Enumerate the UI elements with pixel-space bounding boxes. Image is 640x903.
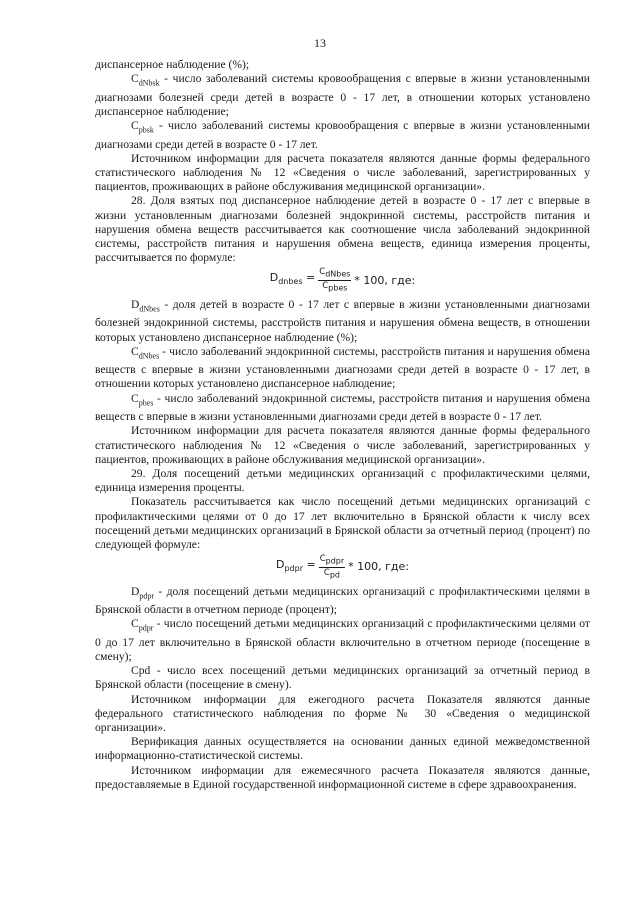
definition-text: - число заболеваний системы кровообращения с впервые в жизни установленными диагнозами болезней среди детей в возрасте 0 - 17 лет, в отношении которых установлено диспансерное наблюдение; [95, 72, 590, 118]
paragraph: Показатель рассчитывается как число посещений детьми медицинских организаций с профилактическими целями от 0 до 17 лет включительно в Брянской области к числу всех посещений детьми медицинских организаций в Брянской области за отчетный период (процент) по следующей формуле: [95, 495, 590, 552]
paragraph-source: Источником информации для ежегодного расчета Показателя являются данные федерального статистического наблюдения по форме № 30 «Сведения о медицинской организации». [95, 692, 590, 735]
symbol-subscript: pbes [138, 398, 154, 407]
definition-cpdpr [95, 617, 590, 664]
symbol-subscript: pdpr [139, 590, 155, 600]
definition-text: - число заболеваний системы кровообращения с впервые в жизни установленными диагнозами среди детей в возрасте 0 - 17 лет. [95, 119, 590, 151]
symbol-subscript: dNbes [139, 304, 160, 314]
formula-lhs-subscript: dnbes [278, 277, 303, 287]
document-body [95, 58, 590, 792]
definition-dpdpr [95, 585, 590, 618]
formula-numerator-subscript: pdpr [325, 556, 345, 566]
formula-fraction [318, 267, 351, 293]
formula-denominator: C [323, 567, 330, 578]
symbol: С [131, 72, 139, 86]
definition-cdnbes [95, 345, 590, 392]
paragraph-source: Источником информации для расчета показателя являются данные формы федерального статистического наблюдения № 12 «Сведения о числе заболеваний, зарегистрированных у пациентов, проживающих в районе обслуживания медицинской организации». [95, 424, 590, 466]
formula-lhs: D [269, 271, 279, 285]
definition-cpbes [95, 392, 590, 425]
symbol-subscript: pdpr [138, 623, 154, 633]
formula-tail: * 100, где: [354, 273, 416, 287]
formula-denominator-subscript: pd [329, 570, 340, 580]
definition-text: - число заболеваний эндокринной системы, расстройств питания и нарушения обмена веществ с впервые в жизни установленными диагнозами среди детей в возрасте 0 - 17 лет, в отношении которых установлено диспансерное наблюдение; [95, 344, 590, 391]
symbol: С [131, 391, 139, 405]
definition-text: - доля посещений детьми медицинских организаций с профилактическими целями в Брянской области в отчетном периоде (процент); [95, 584, 590, 617]
symbol-subscript: pbsk [138, 125, 154, 135]
paragraph-source-monthly: Источником информации для ежемесячного расчета Показателя являются данные, предоставляемые в Единой государственной информационной системе в сфере здравоохранения. [95, 763, 590, 791]
formula-fraction [319, 554, 345, 580]
page-number: 13 [314, 36, 326, 50]
paragraph-item-28: 28. Доля взятых под диспансерное наблюдение детей в возрасте 0 - 17 лет с впервые в жизни установленным диагнозами болезней эндокринной системы, расстройств питания и нарушения обмена веществ рассчитывается как соотношение числа заболеваний эндокринной системы, расстройств питания и нарушения обмена веществ, единица измерения проценты, рассчитывается по формуле: [95, 194, 590, 265]
formula-dnbes: $D_{dnbes}$ = $\frac{C_{dNbes}}{C_{pbes}}$ * 100, где: [269, 267, 416, 293]
definition-text: - число посещений детьми медицинских организаций с профилактическими целями от 0 до 17 лет включительно в Брянской области включительно в отчетном периоде (посещение в смену); [95, 617, 590, 664]
formula-lhs-subscript: pdpr [284, 564, 303, 574]
symbol: D [131, 297, 140, 311]
paragraph-source: Источником информации для расчета показателя являются данные формы федерального статистического наблюдения № 12 «Сведения о числе заболеваний, зарегистрированных у пациентов, проживающих в районе обслуживания медицинской организации». [95, 151, 590, 194]
paragraph: диспансерное наблюдение (%); [95, 58, 250, 71]
formula-numerator: C [319, 554, 326, 565]
formula-dpdpr: $D_{pdpr}$ = $\frac{C_{pdpr}}{C_{pd}}$ * 100, где: [275, 554, 410, 580]
symbol: С [131, 344, 139, 358]
symbol: D [131, 584, 140, 598]
definition-text: - доля детей в возрасте 0 - 17 лет с впервые в жизни установленными диагнозами болезней эндокринной системы, расстройств питания и нарушения обмена веществ, в отношении которых установлено диспансерное наблюдение (%); [95, 297, 590, 344]
paragraph-verification: Верификация данных осуществляется на основании данных единой межведомственной информационно-статистической системы. [95, 735, 590, 763]
definition-ddnbes [95, 298, 590, 345]
formula-denominator-subscript: pbes [328, 283, 348, 293]
formula-numerator: C [319, 267, 326, 278]
symbol: С [131, 617, 139, 631]
definition-cdnbsk [95, 72, 590, 119]
paragraph-item-29: 29. Доля посещений детьми медицинских организаций с профилактическими целями, единица измерения проценты. [95, 467, 590, 495]
formula-numerator-subscript: dNbes [325, 270, 351, 280]
definition-text: - число заболеваний эндокринной системы, расстройств питания и нарушения обмена веществ с впервые в жизни установленными диагнозами среди детей в возрасте 0 - 17 лет. [95, 391, 590, 424]
definition-cpbsk [95, 119, 590, 152]
formula-denominator: C [322, 281, 329, 292]
definition-cpd: Cpd - число всех посещений детьми медицинских организаций за отчетный период в Брянской области (посещение в смену). [95, 664, 590, 692]
formula-lhs: D [275, 558, 285, 572]
symbol-subscript: dNbsk [138, 78, 160, 88]
symbol-subscript: dNbes [138, 351, 160, 361]
formula-tail: * 100, где: [348, 560, 410, 574]
symbol: С [131, 119, 139, 133]
